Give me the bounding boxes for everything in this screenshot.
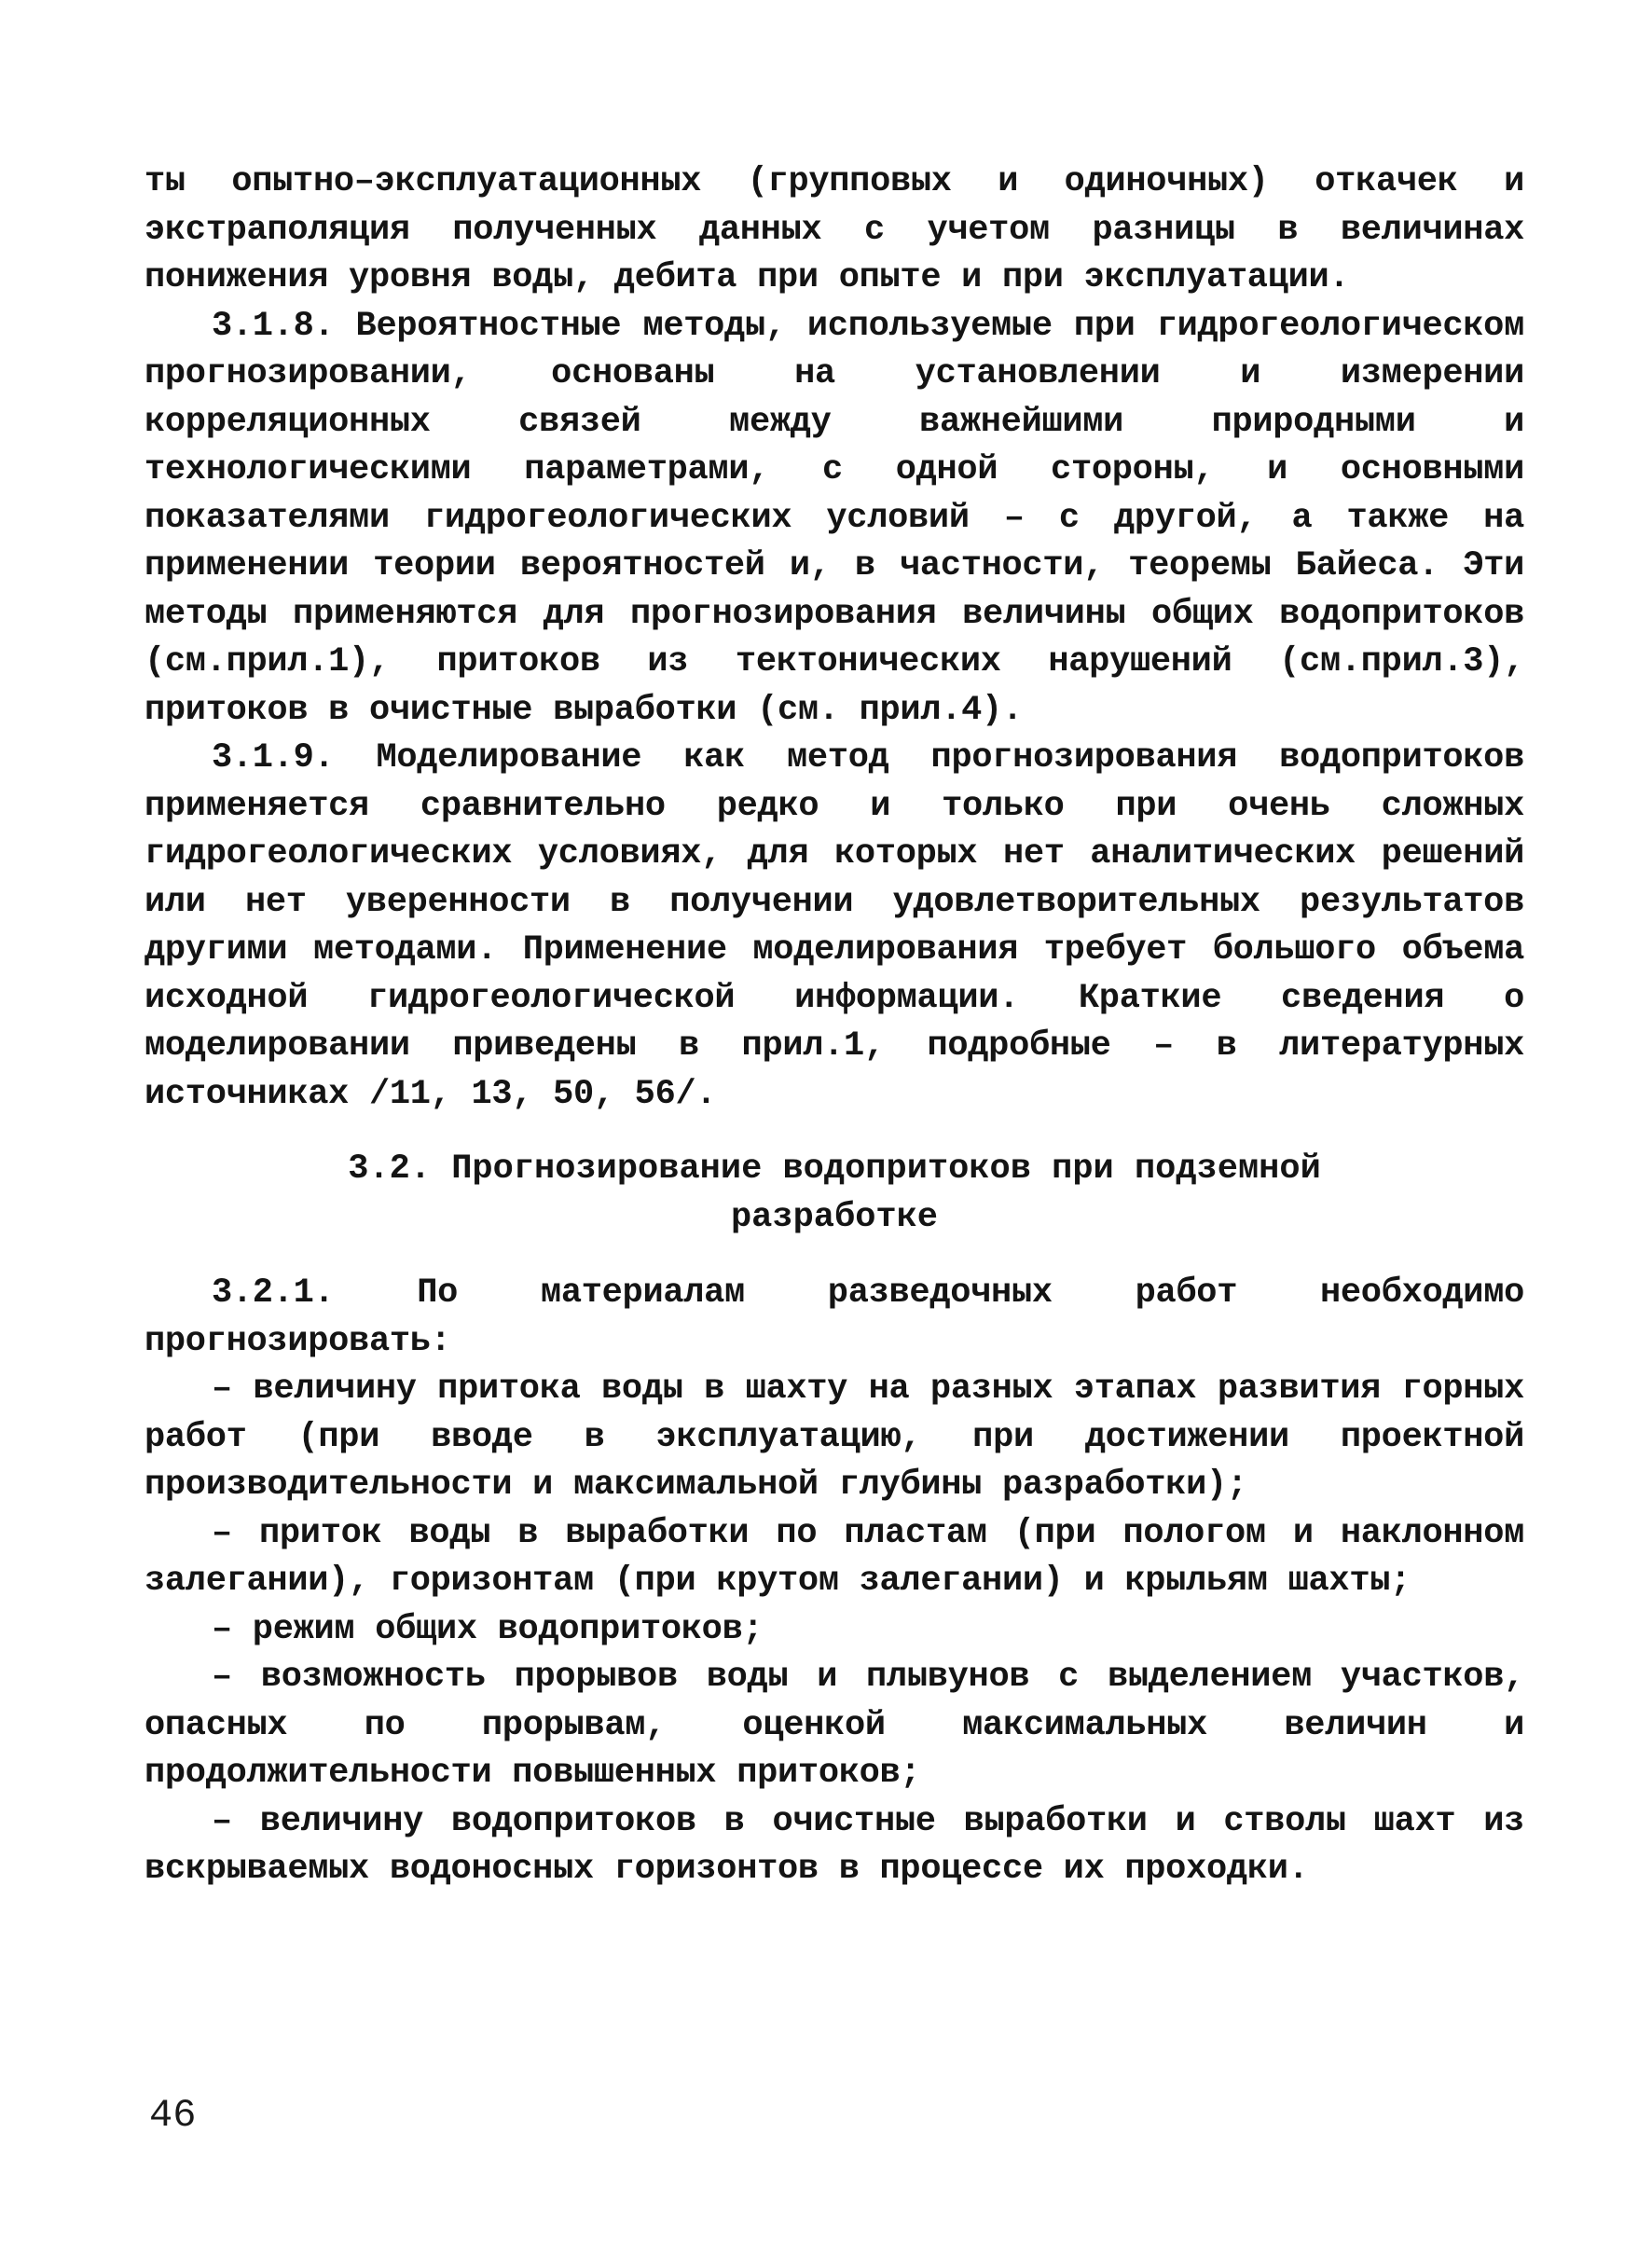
paragraph-continuation: ты опытно–эксплуатационных (групповых и одиночных) откачек и экстраполяция полученных данных с учетом разницы в величинах понижения уровня воды, дебита при опыте и при эксплуатации. [145,162,1524,297]
paragraph-3-1-8: 3.1.8. Вероятностные методы, используемые при гидрогеологическом прогнозировании, основаны на установлении и измерении корреляционных связей между важнейшими природными и технологическими параметрами, с одной стороны, и основными показателями гидрогеологических условий – с другой, а также на применении теории вероятностей и, в частности, теоремы Байеса. Эти методы применяются для прогнозирования величины общих водопритоков (см.прил.1), притоков из тектонических нарушений (см.прил.3), притоков в очистные выработки (см. прил.4). [145,306,1524,730]
page-number: 46 [149,2093,197,2138]
list-item: – возможность прорывов воды и плывунов с выделением участков, опасных по прорывам, оценкой максимальных величин и продолжительности повышенных притоков; [145,1658,1524,1793]
paragraph-3-1-9: 3.1.9. Моделирование как метод прогнозирования водопритоков применяется сравнительно редко и только при очень сложных гидрогеологических условиях, для которых нет аналитических решений или нет уверенности в получении удовлетворительных результатов другими методами. Применение моделирования требует большого объема исходной гидрогеологической информации. Краткие сведения о моделировании приведены в прил.1, подробные – в литературных источниках /11, 13, 50, 56/. [145,738,1524,1114]
body-bottom [145,1270,1524,1894]
list-item: – приток воды в выработки по пластам (при пологом и наклонном залегании), горизонтам (при крутом залегании) и крыльям шахты; [145,1513,1524,1601]
section-heading-line-1: 3.2. Прогнозирование водопритоков при подземной [348,1149,1321,1189]
section-heading [145,1145,1524,1242]
section-heading-line-2: разработке [730,1198,939,1237]
paragraph-3-2-1: 3.2.1. По материалам разведочных работ необходимо прогнозировать: [145,1273,1524,1361]
body-top [145,158,1524,1119]
document-page [145,158,1524,1894]
list-item: – режим общих водопритоков; [212,1609,764,1649]
list-item: – величину водопритоков в очистные выработки и стволы шахт из вскрываемых водоносных горизонтов в процессе их проходки. [145,1801,1524,1889]
list-item: – величину притока воды в шахту на разных этапах развития горных работ (при вводе в эксплуатацию, при достижении проектной производительности и максимальной глубины разработки); [145,1369,1524,1505]
